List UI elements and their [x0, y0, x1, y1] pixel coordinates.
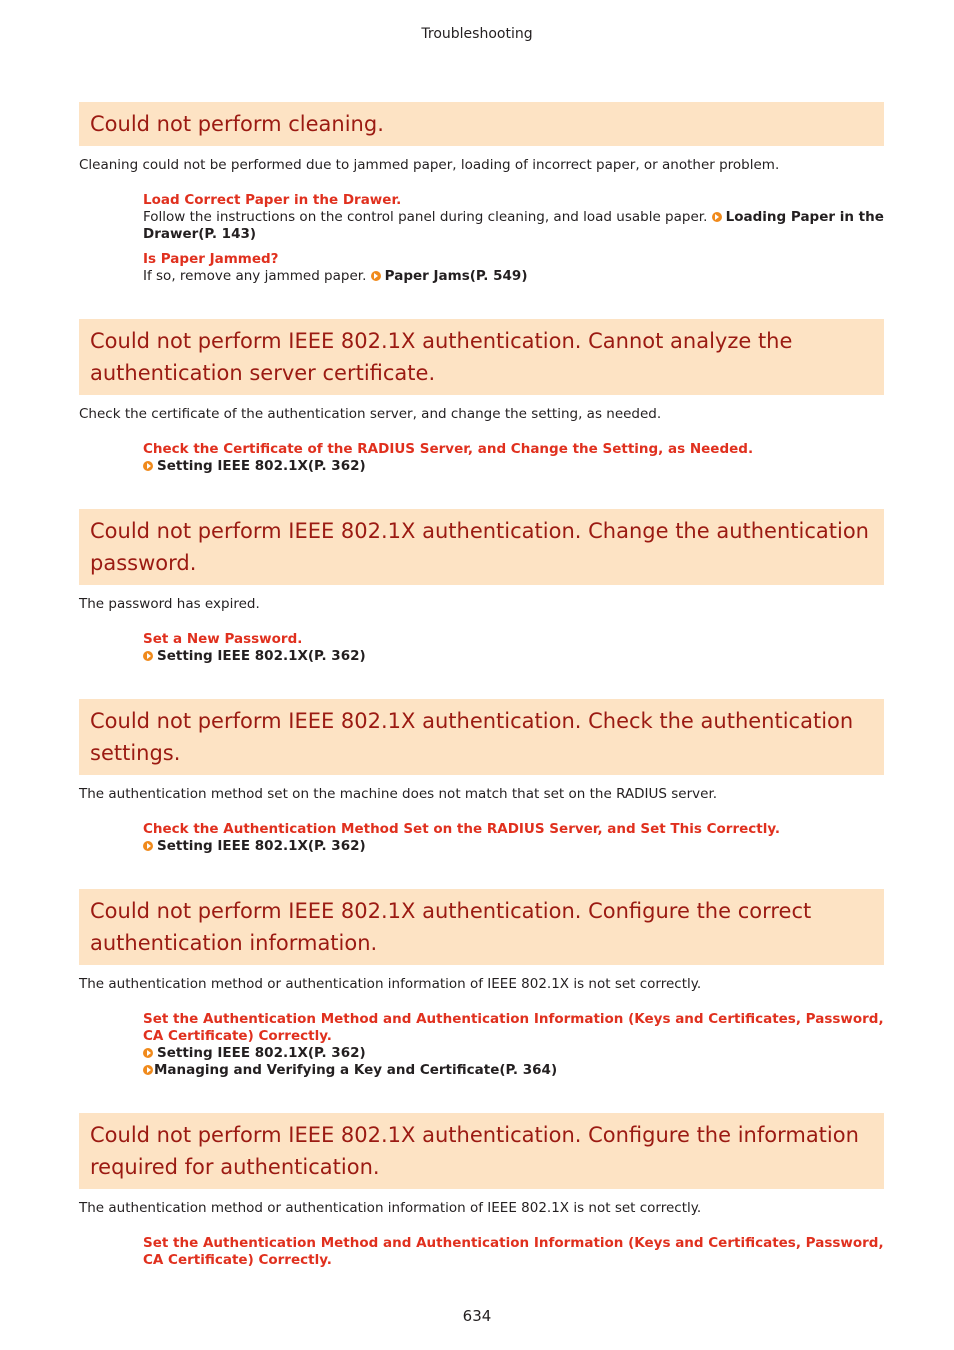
page-number: 634	[462, 1307, 492, 1325]
solution-heading: Set the Authentication Method and Authentication Information (Keys and Certificates, Password, CA Certificate) Correctly.	[143, 1011, 884, 1044]
section-description: The authentication method or authentication information of IEEE 802.1X is not set correctly.	[79, 1200, 702, 1216]
solution-text: If so, remove any jammed paper.	[143, 268, 371, 284]
page-header: Troubleshooting	[421, 26, 533, 42]
link-setting-ieee[interactable]: Setting IEEE 802.1X(P. 362)	[143, 458, 366, 474]
link-managing-key-certificate[interactable]: Managing and Verifying a Key and Certificate(P. 364)	[143, 1062, 557, 1078]
solution-item	[143, 821, 884, 855]
solution-heading: Check the Authentication Method Set on the RADIUS Server, and Set This Correctly.	[143, 821, 781, 837]
section-title-required-information: Could not perform IEEE 802.1X authentication. Configure the information required for authentication.	[79, 1113, 884, 1189]
section-description: Check the certificate of the authentication server, and change the setting, as needed.	[79, 406, 662, 422]
solution-heading: Load Correct Paper in the Drawer.	[143, 192, 402, 208]
solution-item	[143, 631, 884, 665]
section-title-analyze-certificate: Could not perform IEEE 802.1X authentication. Cannot analyze the authentication server certificate.	[79, 319, 884, 395]
section-title-correct-information: Could not perform IEEE 802.1X authentication. Configure the correct authentication information.	[79, 889, 884, 965]
section-description: The authentication method or authentication information of IEEE 802.1X is not set correctly.	[79, 976, 702, 992]
arrow-right-icon	[143, 1048, 153, 1058]
solution-item	[143, 192, 884, 243]
arrow-right-icon	[143, 841, 153, 851]
section-description: Cleaning could not be performed due to jammed paper, loading of incorrect paper, or another problem.	[79, 157, 780, 173]
solution-heading: Is Paper Jammed?	[143, 251, 279, 267]
link-loading-paper[interactable]: Loading Paper in the Drawer(P. 143)	[143, 209, 884, 242]
solution-text: Follow the instructions on the control panel during cleaning, and load usable paper.	[143, 209, 712, 225]
solution-item	[143, 251, 884, 285]
solution-item	[143, 1235, 884, 1269]
section-description: The authentication method set on the machine does not match that set on the RADIUS server.	[79, 786, 718, 802]
link-setting-ieee[interactable]: Setting IEEE 802.1X(P. 362)	[143, 1045, 366, 1061]
section-title-cleaning: Could not perform cleaning.	[79, 102, 884, 146]
arrow-right-icon	[143, 1065, 153, 1075]
solution-item	[143, 1011, 884, 1079]
link-paper-jams[interactable]: Paper Jams(P. 549)	[371, 268, 528, 284]
solution-item	[143, 441, 884, 475]
arrow-right-icon	[712, 212, 722, 222]
arrow-right-icon	[143, 461, 153, 471]
document-content	[79, 102, 884, 1269]
solution-heading: Set a New Password.	[143, 631, 303, 647]
solution-heading: Check the Certificate of the RADIUS Server, and Change the Setting, as Needed.	[143, 441, 754, 457]
link-setting-ieee[interactable]: Setting IEEE 802.1X(P. 362)	[143, 838, 366, 854]
solution-heading: Set the Authentication Method and Authentication Information (Keys and Certificates, Password, CA Certificate) Correctly.	[143, 1235, 884, 1268]
section-title-change-password: Could not perform IEEE 802.1X authentication. Change the authentication password.	[79, 509, 884, 585]
link-setting-ieee[interactable]: Setting IEEE 802.1X(P. 362)	[143, 648, 366, 664]
arrow-right-icon	[371, 271, 381, 281]
section-description: The password has expired.	[79, 596, 260, 612]
arrow-right-icon	[143, 651, 153, 661]
section-title-check-settings: Could not perform IEEE 802.1X authentication. Check the authentication settings.	[79, 699, 884, 775]
